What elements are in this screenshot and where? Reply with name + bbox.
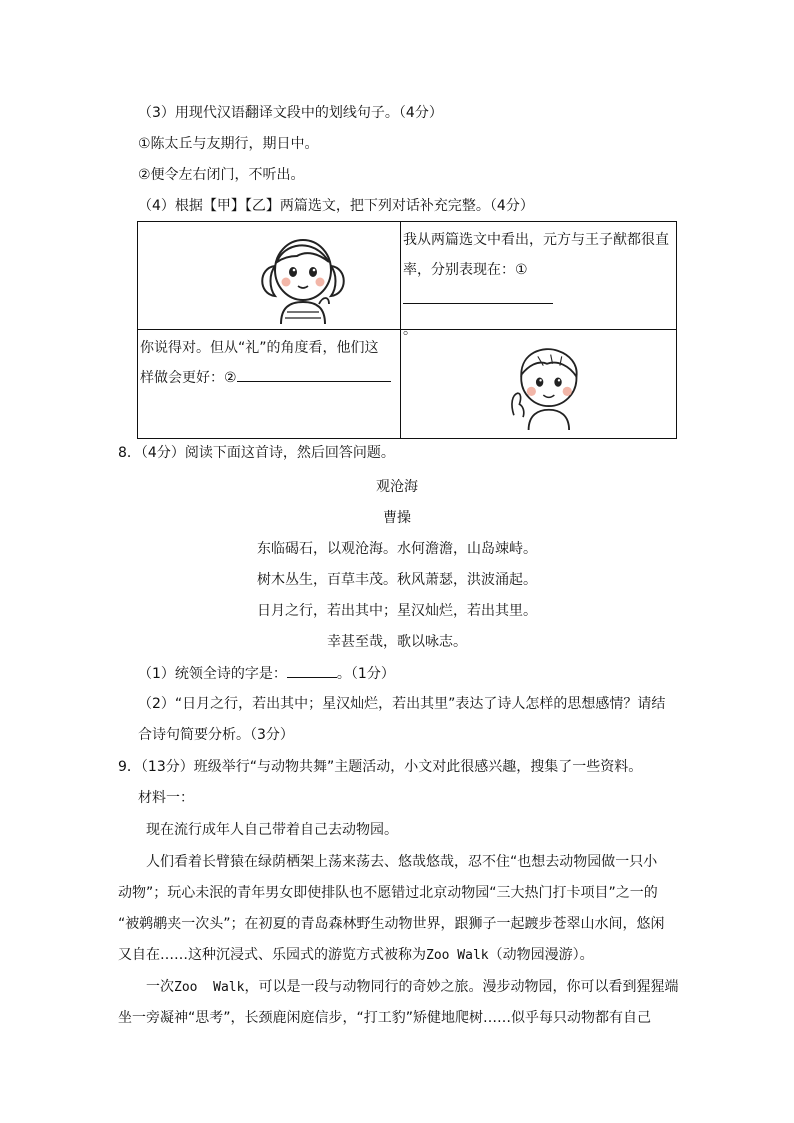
q8-sub1-text: （1）统领全诗的字是： (138, 666, 287, 682)
q7-sub4: （4）根据【甲】【乙】两篇选文，把下列对话补充完整。（4分） (138, 198, 534, 214)
para-2-line-4-c: （动物园漫游）。 (488, 947, 594, 963)
poem-line-3: 日月之行，若出其中；星汉灿烂，若出其里。 (257, 603, 537, 619)
girl-illustration (253, 226, 353, 326)
poem-line-2: 树木丛生，百草丰茂。秋风萧瑟，洪波涌起。 (257, 572, 537, 588)
material-para-2-line-4 (118, 945, 594, 966)
para-3-line-1-a: 一次 (146, 979, 174, 995)
boy-text-line-1: 你说得对。但从“礼”的角度看，他们这 (140, 340, 379, 356)
zoo-walk-term-2: Zoo Walk (174, 980, 245, 995)
q7-sub3: （3）用现代汉语翻译文段中的划线句子。（4分） (138, 105, 443, 121)
material-para-3-line-1 (146, 977, 678, 998)
q8-sub1-score: 。（1分） (336, 666, 395, 682)
answer-blank-3[interactable] (287, 663, 337, 678)
boy-cell (401, 330, 677, 439)
boy-illustration (501, 338, 593, 430)
girl-cell (138, 222, 401, 330)
q7-sentence-1: ①陈太丘与友期行，期日中。 (138, 136, 319, 152)
poem-line-4: 幸甚至哉，歌以咏志。 (327, 634, 467, 650)
poem-title: 观沧海 (376, 479, 418, 495)
girl-text-line-2: 率，分别表现在：① (403, 262, 528, 278)
poem-author: 曹操 (383, 510, 411, 526)
q8-stem: 8．（4分）阅读下面这首诗，然后回答问题。 (118, 445, 395, 461)
girl-speech-cell (401, 222, 677, 338)
q9-stem: 9．（13分）班级举行“与动物共舞”主题活动，小文对此很感兴趣，搜集了一些资料。 (118, 759, 643, 775)
girl-text-line-3: 。 (403, 322, 417, 338)
zoo-walk-term: Zoo Walk (426, 948, 489, 963)
q8-sub1 (138, 663, 395, 684)
para-2-line-4-a: 又自在……这种沉浸式、乐园式的游览方式被称为 (118, 947, 426, 963)
boy-speech-cell (138, 330, 401, 439)
answer-blank-1[interactable] (403, 289, 553, 304)
dialogue-table (137, 221, 677, 439)
poem-line-1: 东临碣石，以观沧海。水何澹澹，山岛竦峙。 (257, 541, 537, 557)
material-para-3-line-2: 坐一旁凝神“思考”，长颈鹿闲庭信步，“打工豹”矫健地爬树……似乎每只动物都有自己 (118, 1010, 652, 1026)
q7-sentence-2: ②便令左右闭门，不听出。 (138, 167, 305, 183)
boy-text-line-2: 样做会更好：② (140, 370, 237, 386)
material-para-1: 现在流行成年人自己带着自己去动物园。 (146, 822, 398, 838)
q8-sub2-line-1: （2）“日月之行，若出其中；星汉灿烂，若出其里”表达了诗人怎样的思想感情？请结 (138, 696, 666, 712)
material-para-2-line-3: “被鹈鹕夹一次头”；在初夏的青岛森林野生动物世界，跟狮子一起踱步苍翠山水间，悠闲 (118, 916, 665, 932)
q8-sub2-line-2: 合诗句简要分析。（3分） (138, 727, 294, 743)
answer-blank-2[interactable] (237, 367, 391, 382)
girl-text-line-1: 我从两篇选文中看出，元方与王子猷都很直 (403, 232, 669, 248)
para-3-line-1-c: ，可以是一段与动物同行的奇妙之旅。漫步动物园，你可以看到猩猩端 (244, 979, 679, 995)
material-label: 材料一： (138, 790, 194, 806)
material-para-2-line-2: 动物”；玩心未泯的青年男女即使排队也不愿错过北京动物园“三大热门打卡项目”之一的 (118, 885, 658, 901)
material-para-2-line-1: 人们看着长臂猿在绿荫栖架上荡来荡去、悠哉悠哉，忍不住“也想去动物园做一只小 (146, 854, 658, 870)
